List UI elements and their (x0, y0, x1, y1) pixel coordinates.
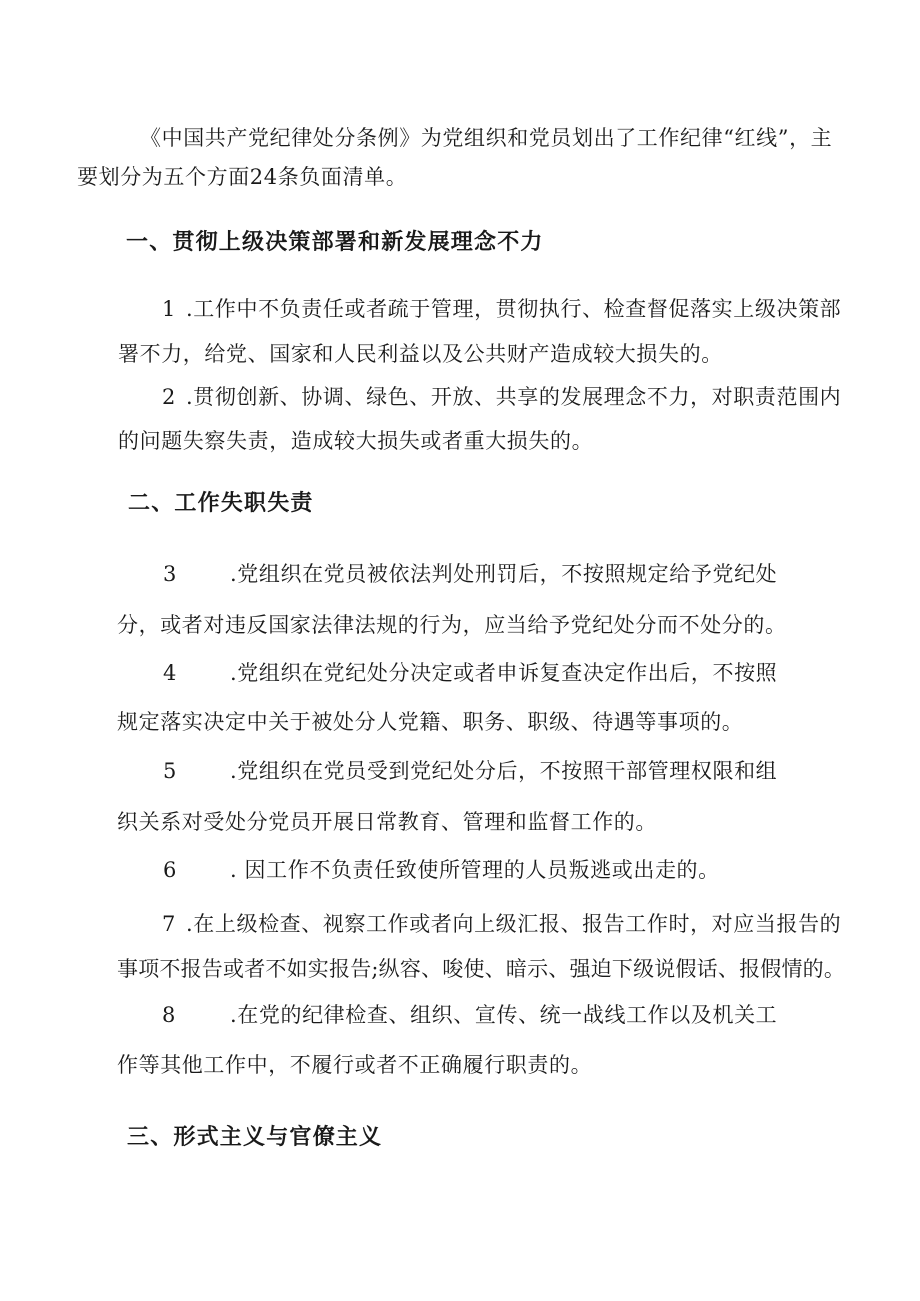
item-5-number: 5 (163, 759, 177, 783)
intro-paragraph-line-1: 《中国共产党纪律处分条例》为党组织和党员划出了工作纪律“红线”，主 (140, 126, 833, 150)
intro-paragraph-line-2: 要划分为五个方面24条负面清单。 (77, 165, 408, 189)
item-7-line-2: 事项不报告或者不如实报告;纵容、唆使、暗示、强迫下级说假话、报假情的。 (117, 957, 846, 981)
item-1-number: 1 (162, 297, 176, 321)
item-7-line-1: .在上级检查、视察工作或者向上级汇报、报告工作时，对应当报告的 (186, 912, 842, 936)
item-7-number: 7 (162, 912, 176, 936)
item-1-line-1: .工作中不负责任或者疏于管理，贯彻执行、检查督促落实上级决策部 (186, 297, 842, 321)
item-2-line-1: .贯彻创新、协调、绿色、开放、共享的发展理念不力，对职责范围内 (186, 385, 842, 409)
item-8-number: 8 (162, 1003, 176, 1027)
item-4-line-1: .党组织在党纪处分决定或者申诉复查决定作出后，不按照 (230, 661, 778, 685)
item-8-line-1: .在党的纪律检查、组织、宣传、统一战线工作以及机关工 (230, 1003, 778, 1027)
item-4-number: 4 (163, 661, 177, 685)
item-2-line-2: 的问题失察失责，造成较大损失或者重大损失的。 (118, 429, 594, 453)
item-2-number: 2 (162, 385, 176, 409)
item-3-line-2: 分，或者对违反国家法律法规的行为，应当给予党纪处分而不处分的。 (117, 613, 787, 637)
item-8-line-2: 作等其他工作中，不履行或者不正确履行职责的。 (117, 1053, 593, 1077)
section-heading-2: 二、工作失职失责 (128, 490, 314, 516)
section-heading-3: 三、形式主义与官僚主义 (127, 1124, 383, 1150)
section-heading-1: 一、贯彻上级决策部署和新发展理念不力 (126, 229, 544, 255)
item-5-line-2: 织关系对受处分党员开展日常教育、管理和监督工作的。 (117, 810, 657, 834)
item-6-number: 6 (163, 858, 177, 882)
item-1-line-2: 署不力，给党、国家和人民利益以及公共财产造成较大损失的。 (118, 342, 723, 366)
item-3-number: 3 (163, 562, 177, 586)
item-4-line-2: 规定落实决定中关于被处分人党籍、职务、职级、待遇等事项的。 (117, 710, 744, 734)
item-5-line-1: .党组织在党员受到党纪处分后，不按照干部管理权限和组 (230, 759, 778, 783)
item-3-line-1: .党组织在党员被依法判处刑罚后，不按照规定给予党纪处 (230, 562, 778, 586)
item-6-line-1: . 因工作不负责任致使所管理的人员叛逃或出走的。 (230, 858, 720, 882)
